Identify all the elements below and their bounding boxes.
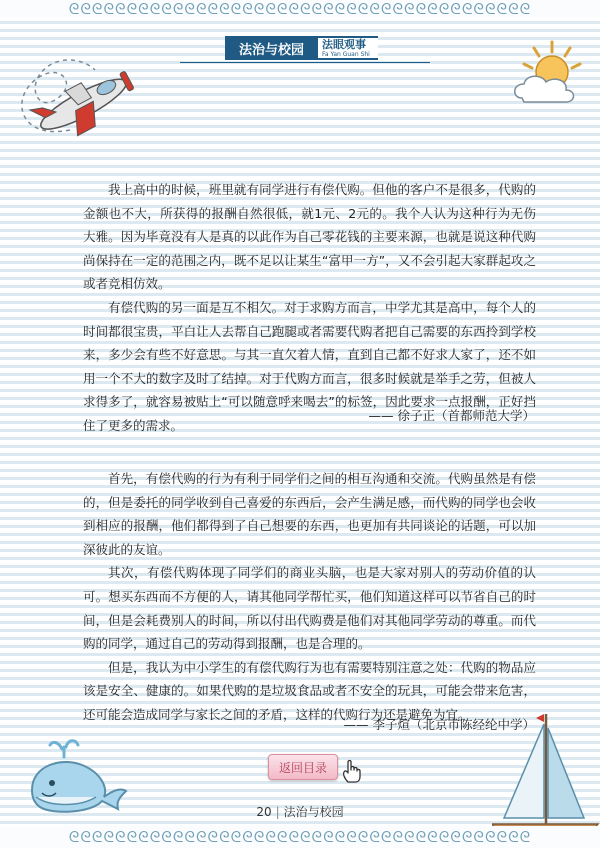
article-2 xyxy=(83,467,536,727)
header-section: 法治与校园 xyxy=(225,36,318,60)
sun-cloud-icon xyxy=(510,40,600,110)
header-column-pinyin: Fa Yan Guan Shi xyxy=(322,50,370,58)
hand-pointer-icon xyxy=(340,758,366,784)
article-1-paragraph: 有偿代购的另一面是互不相欠。对于求购方而言，中学尤其是高中，每个人的时间都很宝贵，平白让人去帮自己跑腿或者需要代购者把自己需要的东西拎到学校来，多少会有些不好意思。与其一直欠着人情，直到自己都不好求人家了，还不如用一个不大的数字及时了结掉。对于代购方而言，很多时候就是举手之劳，但被人求得多了，就容易被贴上“可以随意呼来喝去”的标签，因此要求一点报酬，正好挡住了更多的需求。 xyxy=(83,299,536,433)
article-1-paragraph: 我上高中的时候，班里就有同学进行有偿代购。但他的客户不是很多，代购的金额也不大，所获得的报酬自然很低，就1元、2元的。我个人认为这种行为无伤大雅。因为毕竟没有人是真的以此作为自己零花钱的主要来源，也就是说这种代购尚保持在一定的范围之内，既不足以让某生“富甲一方”，又不会引起大家群起攻之或者竞相仿效。 xyxy=(83,182,536,292)
top-border: ᘓᘓᘓᘓᘓᘓᘓᘓᘓᘓᘓᘓᘓᘓᘓᘓᘓᘓᘓᘓᘓᘓᘓᘓᘓᘓᘓᘓᘓᘓᘓᘓᘓᘓᘓᘓᘓᘓᘓᘓ xyxy=(0,0,600,18)
article-2-paragraph: 其次，有偿代购体现了同学们的商业头脑，也是大家对别人的劳动价值的认可。想买东西而不方便的人，请其他同学帮忙买，他们知道这样可以节省自己的时间，但是会耗费别人的时间，所以付出代购费是他们对其他同学劳动的尊重。而代购的同学，通过自己的劳动得到报酬，也是合理的。 xyxy=(83,565,536,652)
publication-name: 法治与校园 xyxy=(283,805,344,819)
article-2-byline: —— 李子煊（北京市陈经纶中学） xyxy=(343,717,535,732)
article-1 xyxy=(83,178,536,438)
header-divider xyxy=(180,62,430,63)
article-2-paragraph: 首先，有偿代购的行为有利于同学们之间的相互沟通和交流。代购虽然是有偿的，但是委托的同学收到自己喜爱的东西后，会产生满足感，而代购的同学也会收到相应的报酬，他们都得到了自己想要的东西，也更加有共同谈论的话题，可以加深彼此的友谊。 xyxy=(83,471,536,557)
bottom-border: ᘓᘓᘓᘓᘓᘓᘓᘓᘓᘓᘓᘓᘓᘓᘓᘓᘓᘓᘓᘓᘓᘓᘓᘓᘓᘓᘓᘓᘓᘓᘓᘓᘓᘓᘓᘓᘓᘓᘓᘓ xyxy=(0,826,600,848)
page-header xyxy=(225,36,378,60)
article-1-byline: —— 徐子正（首都师范大学） xyxy=(368,408,535,423)
header-column xyxy=(318,36,378,60)
back-to-contents-button[interactable]: 返回目录 xyxy=(268,754,338,780)
article-2-paragraph: 但是，我认为中小学生的有偿代购行为也有需要特别注意之处：代购的物品应该是安全、健康的。如果代购的是垃圾食品或者不安全的玩具，可能会带来危害，还可能会造成同学与家长之间的矛盾，这样的代购行为还是避免为宜。 xyxy=(83,659,536,722)
page-number: 20 xyxy=(256,805,272,819)
header-column-title: 法眼观事 xyxy=(322,37,367,51)
airplane-icon xyxy=(0,40,140,170)
page-footer xyxy=(0,803,600,820)
footer-separator: | xyxy=(275,805,280,819)
